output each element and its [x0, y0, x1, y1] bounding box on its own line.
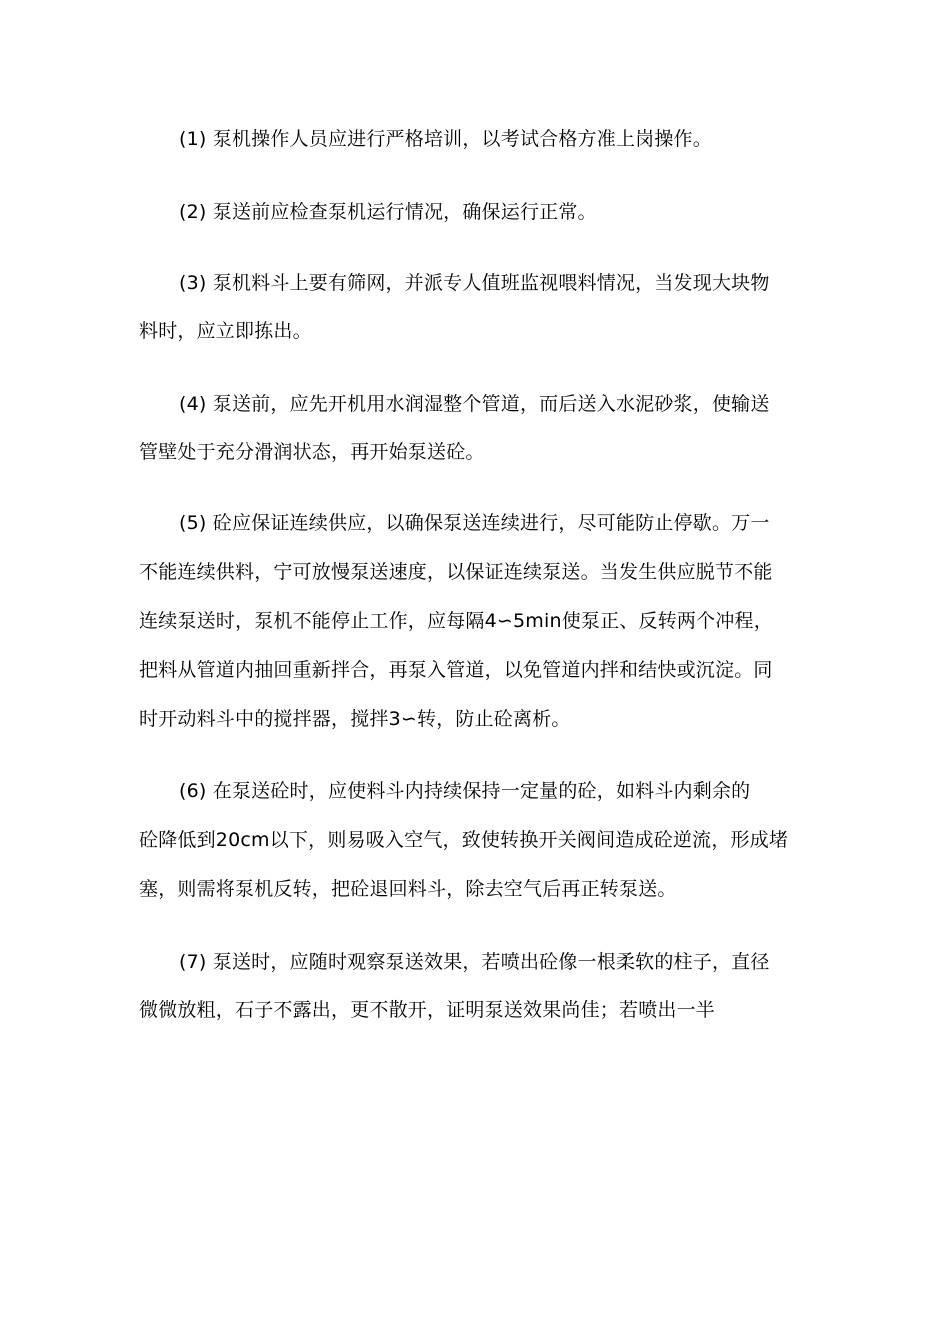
paragraph-3-line-1: (3) 泵机料斗上要有筛网，并派专人值班监视喂料情况，当发现大块物: [179, 272, 770, 294]
paragraph-7-line-2: 微微放粗，石子不露出，更不散开，证明泵送效果尚佳；若喷出一半: [139, 999, 716, 1021]
paragraph-5-line-4: 把料从管道内抽回重新拌合，再泵入管道，以免管道内拌和结快或沉淀。同: [139, 659, 773, 681]
paragraph-3-line-2: 料时，应立即拣出。: [139, 320, 312, 342]
paragraph-7-line-1: (7) 泵送时，应随时观察泵送效果，若喷出砼像一根柔软的柱子，直径: [179, 951, 770, 973]
paragraph-6-line-3: 塞，则需将泵机反转，把砼退回料斗，除去空气后再正转泵送。: [139, 878, 677, 900]
paragraph-4-line-1: (4) 泵送前，应先开机用水润湿整个管道，而后送入水泥砂浆，使输送: [179, 393, 770, 415]
paragraph-5-line-1: (5) 砼应保证连续供应，以确保泵送连续进行，尽可能防止停歇。万一: [179, 512, 770, 534]
paragraph-5-line-3: 连续泵送时，泵机不能停止工作，应每隔4∽5min使泵正、反转两个冲程，: [139, 610, 773, 632]
paragraph-6-line-1: (6) 在泵送砼时，应使料斗内持续保持一定量的砼，如料斗内剩余的: [179, 780, 751, 802]
paragraph-5-line-5: 时开动料斗中的搅拌器，搅拌3∽转，防止砼离析。: [139, 708, 571, 730]
paragraph-4-line-2: 管壁处于充分滑润状态，再开始泵送砼。: [139, 441, 485, 463]
paragraph-1-line-1: (1) 泵机操作人员应进行严格培训，以考试合格方准上岗操作。: [179, 128, 712, 150]
paragraph-5-line-2: 不能连续供料，宁可放慢泵送速度，以保证连续泵送。当发生供应脱节不能: [139, 561, 773, 583]
paragraph-6-line-2: 砼降低到20cm以下，则易吸入空气，致使转换开关阀间造成砼逆流，形成堵: [139, 829, 789, 851]
paragraph-2-line-1: (2) 泵送前应检查泵机运行情况，确保运行正常。: [179, 201, 597, 223]
